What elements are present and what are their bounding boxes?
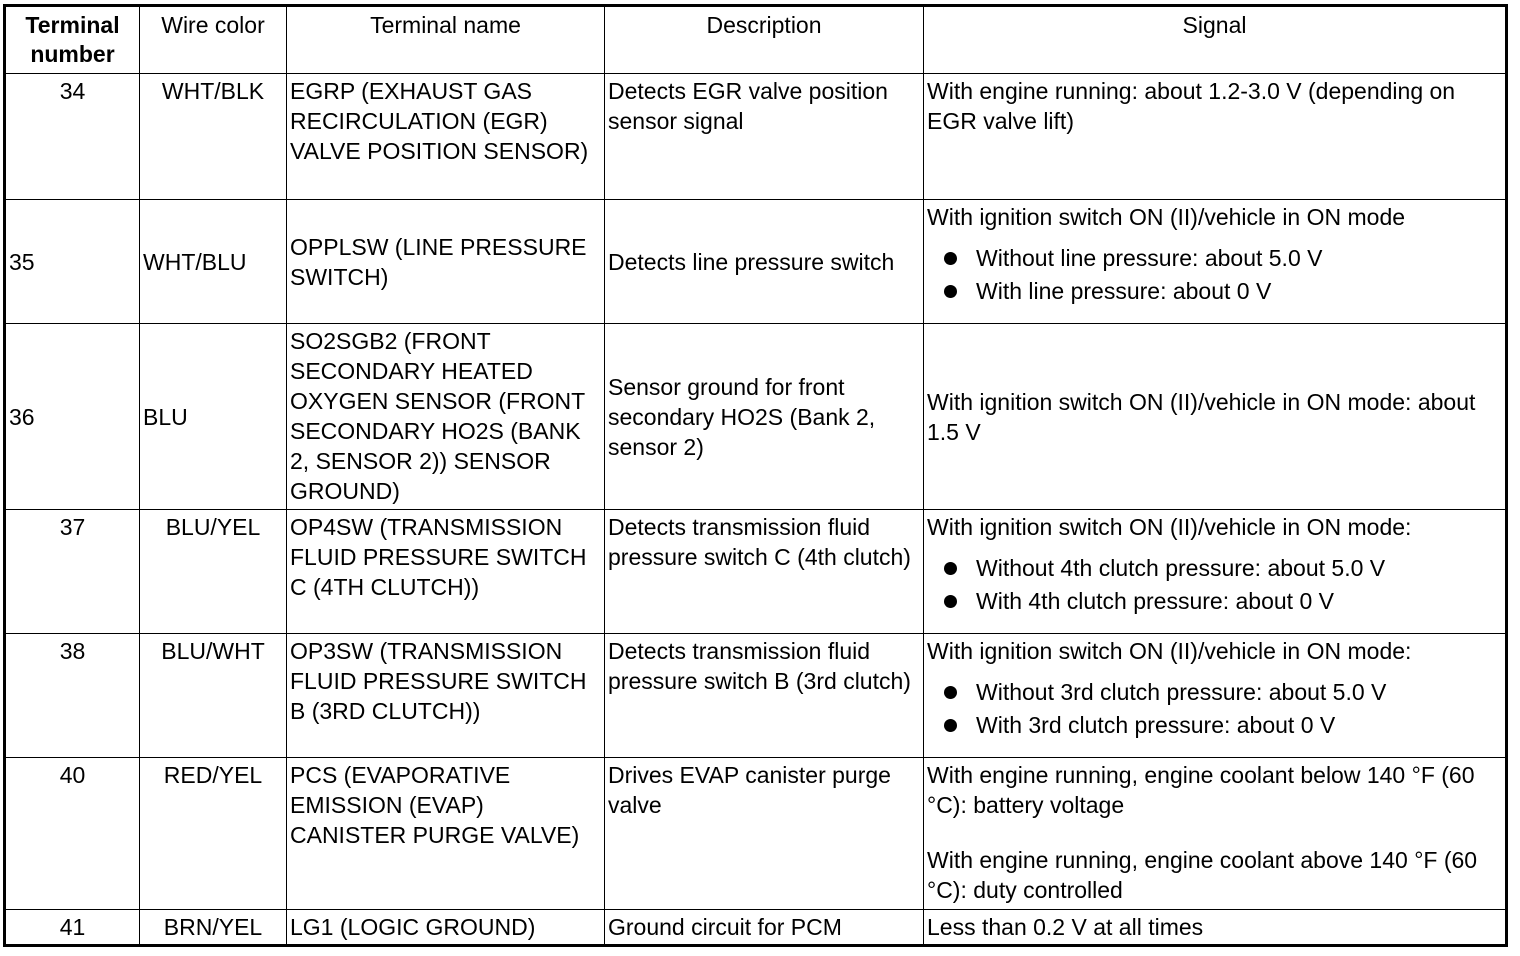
wire-color-cell: BLU/YEL — [140, 510, 287, 634]
terminal-name-cell: PCS (EVAPORATIVE EMISSION (EVAP) CANISTER PURGE VALVE) — [287, 758, 605, 910]
table-row — [5, 910, 1507, 946]
description-cell: Ground circuit for PCM — [605, 910, 924, 946]
terminal-number-cell: 41 — [5, 910, 140, 946]
wire-color-cell: BLU — [140, 324, 287, 510]
terminal-number-cell: 34 — [5, 74, 140, 200]
description-cell: Sensor ground for front secondary HO2S (Bank 2, sensor 2) — [605, 324, 924, 510]
terminal-number-cell: 36 — [5, 324, 140, 510]
table-row — [5, 634, 1507, 758]
spacer — [927, 820, 1502, 845]
wire-color-cell: WHT/BLU — [140, 200, 287, 324]
list-item — [927, 709, 1502, 742]
header-terminal-number: Terminal number — [5, 6, 140, 74]
wire-color-cell: WHT/BLK — [140, 74, 287, 200]
terminal-table-container — [3, 4, 1508, 947]
header-terminal-name: Terminal name — [287, 6, 605, 74]
bullet-text: With 4th clutch pressure: about 0 V — [976, 588, 1334, 614]
signal-cell — [924, 510, 1507, 634]
bullet-icon — [944, 686, 957, 699]
terminal-number-cell: 38 — [5, 634, 140, 758]
signal-cell — [924, 758, 1507, 910]
table-row — [5, 200, 1507, 324]
terminal-name-cell: OPPLSW (LINE PRESSURE SWITCH) — [287, 200, 605, 324]
list-item — [927, 552, 1502, 585]
signal-text: With engine running, engine coolant below 140 °F (60 °C): battery voltage — [927, 762, 1475, 818]
signal-text: With ignition switch ON (II)/vehicle in ON mode — [927, 204, 1406, 230]
wire-color-cell: RED/YEL — [140, 758, 287, 910]
bullet-text: With line pressure: about 0 V — [976, 278, 1272, 304]
signal-text: With ignition switch ON (II)/vehicle in ON mode: — [927, 638, 1412, 664]
bullet-text: Without 4th clutch pressure: about 5.0 V — [976, 555, 1386, 581]
signal-cell: Less than 0.2 V at all times — [924, 910, 1507, 946]
header-row — [5, 6, 1507, 74]
terminal-number-cell: 35 — [5, 200, 140, 324]
terminal-name-cell: EGRP (EXHAUST GAS RECIRCULATION (EGR) VALVE POSITION SENSOR) — [287, 74, 605, 200]
bullet-icon — [944, 252, 957, 265]
header-wire-color: Wire color — [140, 6, 287, 74]
description-cell: Detects transmission fluid pressure switch B (3rd clutch) — [605, 634, 924, 758]
list-item — [927, 242, 1502, 275]
terminal-name-cell: OP3SW (TRANSMISSION FLUID PRESSURE SWITCH B (3RD CLUTCH)) — [287, 634, 605, 758]
bullet-icon — [944, 562, 957, 575]
wire-color-cell: BLU/WHT — [140, 634, 287, 758]
description-cell: Detects line pressure switch — [605, 200, 924, 324]
table-row — [5, 324, 1507, 510]
bullet-icon — [944, 719, 957, 732]
bullet-text: Without line pressure: about 5.0 V — [976, 245, 1323, 271]
description-cell: Drives EVAP canister purge valve — [605, 758, 924, 910]
description-cell: Detects EGR valve position sensor signal — [605, 74, 924, 200]
list-item — [927, 275, 1502, 308]
table-row — [5, 74, 1507, 200]
signal-bullet-list — [927, 242, 1502, 308]
signal-cell: With ignition switch ON (II)/vehicle in ON mode: about 1.5 V — [924, 324, 1507, 510]
header-signal: Signal — [924, 6, 1507, 74]
bullet-icon — [944, 285, 957, 298]
bullet-text: Without 3rd clutch pressure: about 5.0 V — [976, 679, 1387, 705]
signal-text: With ignition switch ON (II)/vehicle in ON mode: — [927, 514, 1412, 540]
signal-bullet-list — [927, 676, 1502, 742]
terminal-number-cell: 40 — [5, 758, 140, 910]
terminal-name-cell: OP4SW (TRANSMISSION FLUID PRESSURE SWITCH C (4TH CLUTCH)) — [287, 510, 605, 634]
terminal-number-cell: 37 — [5, 510, 140, 634]
wire-color-cell: BRN/YEL — [140, 910, 287, 946]
signal-text-secondary: With engine running, engine coolant above 140 °F (60 °C): duty controlled — [927, 847, 1478, 903]
terminal-table — [3, 4, 1508, 947]
signal-cell: With engine running: about 1.2-3.0 V (depending on EGR valve lift) — [924, 74, 1507, 200]
header-description: Description — [605, 6, 924, 74]
terminal-name-cell: LG1 (LOGIC GROUND) — [287, 910, 605, 946]
signal-cell — [924, 200, 1507, 324]
table-row — [5, 758, 1507, 910]
list-item — [927, 676, 1502, 709]
signal-cell — [924, 634, 1507, 758]
bullet-icon — [944, 595, 957, 608]
signal-bullet-list — [927, 552, 1502, 618]
terminal-name-cell: SO2SGB2 (FRONT SECONDARY HEATED OXYGEN SENSOR (FRONT SECONDARY HO2S (BANK 2, SENSOR 2)) SENSOR GROUND) — [287, 324, 605, 510]
bullet-text: With 3rd clutch pressure: about 0 V — [976, 712, 1336, 738]
list-item — [927, 585, 1502, 618]
description-cell: Detects transmission fluid pressure switch C (4th clutch) — [605, 510, 924, 634]
table-row — [5, 510, 1507, 634]
